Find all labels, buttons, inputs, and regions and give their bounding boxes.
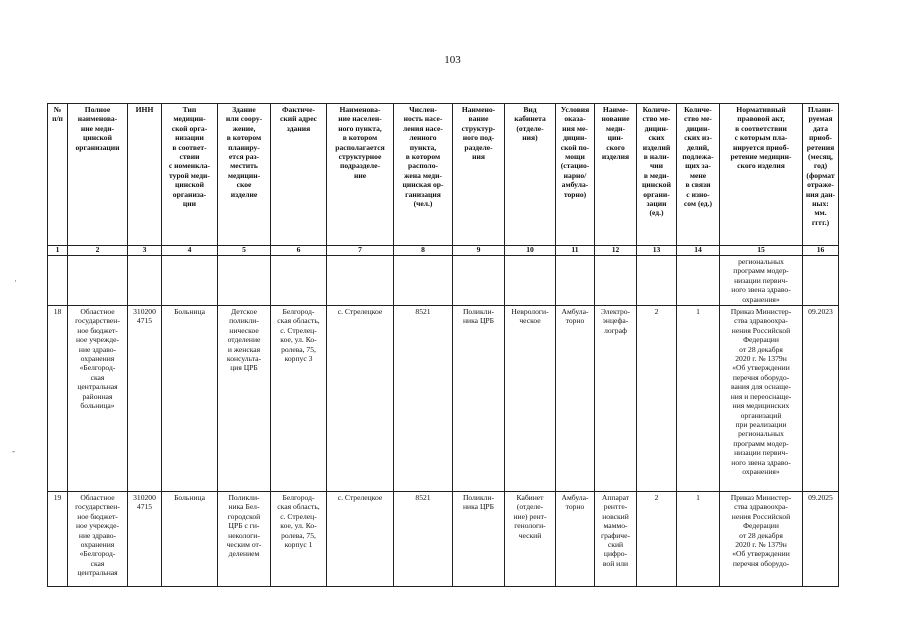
building-cell: Детское поликли- ническое отделение и женская консульта- ция ЦРБ bbox=[218, 306, 271, 492]
column-number: 12 bbox=[595, 246, 637, 256]
device-cell: Аппарат рентге- новский маммо- графиче- ский цифро- вой или bbox=[595, 492, 637, 587]
table-row bbox=[48, 492, 839, 587]
header-cell: Количе- ство ме- дицин- ских изделий в нали- чии в меди- цинской органи- зации (ед.) bbox=[637, 104, 677, 246]
column-number: 4 bbox=[162, 246, 218, 256]
unit-cell: Поликли- ника ЦРБ bbox=[453, 306, 505, 492]
row-number: 19 bbox=[48, 492, 68, 587]
header-cell: Наименова- ние населен- ного пункта, в котором располагается структурное подразделе- ние bbox=[327, 104, 394, 246]
page-number: 103 bbox=[444, 54, 461, 66]
column-number-row bbox=[48, 246, 839, 256]
settlement-cell: с. Стрелецкое bbox=[327, 306, 394, 492]
table-row bbox=[48, 306, 839, 492]
legal-act-cell: Приказ Министер- ства здравоохра- нения Российской Федерации от 28 декабря 2020 г. № 1379н «Об утверждении перечня оборудо- bbox=[720, 492, 803, 587]
population-cell: 8521 bbox=[394, 306, 453, 492]
cabinet-cell: Кабинет (отделе- ние) рент- генологи- ческий bbox=[505, 492, 556, 587]
device-cell: Электро- энцефа- лограф bbox=[595, 306, 637, 492]
header-cell: ИНН bbox=[128, 104, 162, 246]
header-cell: Тип медицин- ской орга- низации в соответ- ствии с номенкла- турой меди- цинской организа- ции bbox=[162, 104, 218, 246]
continuation-cell: региональных программ модер- низации первич- ного звена здраво- охранения» bbox=[720, 256, 803, 306]
header-cell: Плани- руемая дата приоб- ретения (месяц, год) (формат отраже- ния дан- ных: мм. гггг.) bbox=[803, 104, 839, 246]
header-cell: Наимено- вание структур- ного под- разделе- ния bbox=[453, 104, 505, 246]
organization-type: Больница bbox=[162, 306, 218, 492]
qty-available-cell: 2 bbox=[637, 492, 677, 587]
conditions-cell: Амбула- торно bbox=[556, 492, 595, 587]
date-cell: 09.2023 bbox=[803, 306, 839, 492]
column-number: 13 bbox=[637, 246, 677, 256]
column-number: 14 bbox=[677, 246, 720, 256]
column-number: 1 bbox=[48, 246, 68, 256]
header-cell: Наиме- нование меди- цин- ского изделия bbox=[595, 104, 637, 246]
column-number: 3 bbox=[128, 246, 162, 256]
date-cell: 09.2025 bbox=[803, 492, 839, 587]
header-cell: Условия оказа- ния ме- дицин- ской по- мощи (стацио- нарно/ амбула- торно) bbox=[556, 104, 595, 246]
legal-act-cell: Приказ Министер- ства здравоохра- нения Российской Федерации от 28 декабря 2020 г. № 1379н «Об утверждении перечня оборудо- вания для оснаще- ния и переоснаще- ния медицинских организаций при реализации региональных программ модер- низации первич- ного звена здраво- охранения» bbox=[720, 306, 803, 492]
continuation-row bbox=[48, 256, 839, 306]
column-number: 11 bbox=[556, 246, 595, 256]
scan-dot: · bbox=[14, 276, 17, 286]
settlement-cell: с. Стрелецкое bbox=[327, 492, 394, 587]
qty-available-cell: 2 bbox=[637, 306, 677, 492]
organization-name: Областное государствен- ное бюджет- ное учрежде- ние здраво- охранения «Белгород- ская центральная районная больница» bbox=[68, 306, 128, 492]
address-cell: Белгород- ская область, с. Стрелец- кое, ул. Ко- ролева, 75, корпус 1 bbox=[271, 492, 327, 587]
column-number: 7 bbox=[327, 246, 394, 256]
header-cell: Количе- ство ме- дицин- ских из- делий, подлежа- щих за- мене в связи с изно- сом (ед.) bbox=[677, 104, 720, 246]
unit-cell: Поликли- ника ЦРБ bbox=[453, 492, 505, 587]
medical-equipment-table bbox=[47, 103, 839, 587]
address-cell: Белгород- ская область, с. Стрелец- кое, ул. Ко- ролева, 75, корпус 3 bbox=[271, 306, 327, 492]
header-cell: Полное наименова- ние меди- цинской организации bbox=[68, 104, 128, 246]
header-cell: Вид кабинета (отделе- ния) bbox=[505, 104, 556, 246]
row-number: 18 bbox=[48, 306, 68, 492]
header-row bbox=[48, 104, 839, 246]
header-cell: Нормативный правовой акт, в соответствии с которым пла- нируется приоб- ретение медицин- ского изделия bbox=[720, 104, 803, 246]
conditions-cell: Амбула- торно bbox=[556, 306, 595, 492]
header-cell: Фактиче- ский адрес здания bbox=[271, 104, 327, 246]
header-cell: Здание или соору- жение, в котором планиру- ется раз- местить медицин- ское изделие bbox=[218, 104, 271, 246]
qty-replace-cell: 1 bbox=[677, 306, 720, 492]
column-number: 5 bbox=[218, 246, 271, 256]
scan-dot: - bbox=[12, 446, 15, 456]
column-number: 15 bbox=[720, 246, 803, 256]
qty-replace-cell: 1 bbox=[677, 492, 720, 587]
organization-type: Больница bbox=[162, 492, 218, 587]
header-cell: Числен- ность насе- ления насе- ленного пункта, в котором располо- жена меди- цинская ор- ганизация (чел.) bbox=[394, 104, 453, 246]
column-number: 9 bbox=[453, 246, 505, 256]
organization-name: Областное государствен- ное бюджет- ное учрежде- ние здраво- охранения «Белгород- ская центральная bbox=[68, 492, 128, 587]
column-number: 8 bbox=[394, 246, 453, 256]
inn-cell: 310200 4715 bbox=[128, 306, 162, 492]
header-cell: № п/п bbox=[48, 104, 68, 246]
population-cell: 8521 bbox=[394, 492, 453, 587]
column-number: 10 bbox=[505, 246, 556, 256]
cabinet-cell: Неврологи- ческое bbox=[505, 306, 556, 492]
column-number: 16 bbox=[803, 246, 839, 256]
building-cell: Поликли- ника Бел- городской ЦРБ с ги- некологи- ческим от- делением bbox=[218, 492, 271, 587]
column-number: 6 bbox=[271, 246, 327, 256]
column-number: 2 bbox=[68, 246, 128, 256]
inn-cell: 310200 4715 bbox=[128, 492, 162, 587]
